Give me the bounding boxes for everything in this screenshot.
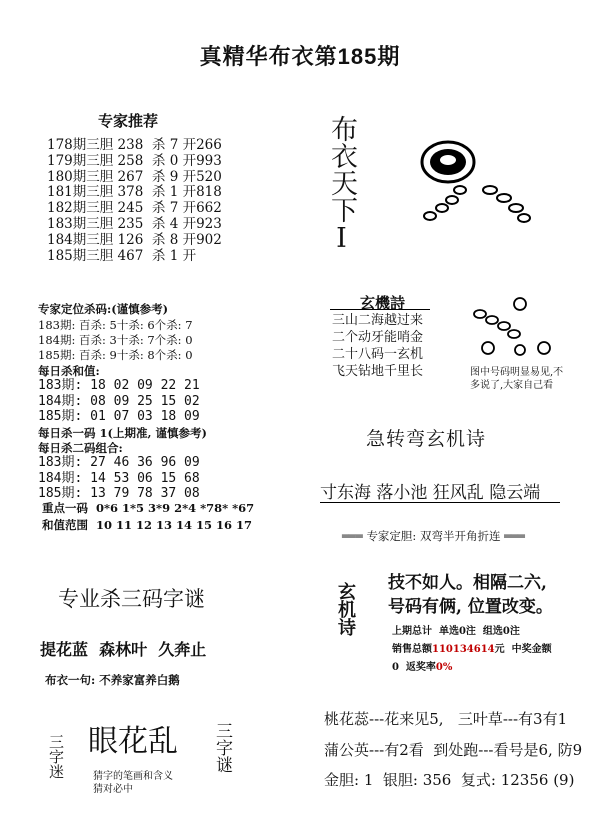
bottom-line-1: 桃花蕊---花来见5, 三叶草---有3有1 — [324, 710, 568, 728]
daily-sum-row: 184期: 08 09 25 15 02 — [38, 393, 200, 409]
poem1-heading: 玄機詩 — [360, 294, 406, 312]
expert-row: 183期三胆 235 杀 4 开923 — [47, 215, 222, 232]
expert-row: 182期三胆 245 杀 7 开662 — [47, 200, 222, 217]
riddle-line: 提花蓝 森林叶 久奔止 — [40, 640, 207, 659]
poem2-stat3 — [392, 658, 452, 673]
small-coins-illustration — [468, 294, 554, 360]
expert-heading: 专家推荐 — [98, 112, 159, 130]
expert-row: 185期三胆 467 杀 1 开 — [47, 247, 197, 264]
turn-underline — [320, 502, 560, 503]
daily-sum-rows — [38, 378, 200, 425]
poem2-stat2 — [392, 640, 552, 655]
title-tail: 期 — [377, 44, 401, 70]
riddle-heading: 专业杀三码字谜 — [58, 588, 205, 611]
daily-two-row: 184期: 14 53 06 15 68 — [38, 470, 200, 486]
expert-row: 181期三胆 378 杀 1 开818 — [47, 184, 222, 201]
expert-row: 184期三胆 126 杀 8 开902 — [47, 231, 222, 248]
riddle-hint: 猜字的笔画和含义猜对必中 — [93, 771, 173, 795]
bottom-line-3: 金胆: 1 银胆: 356 复式: 12356 (9) — [324, 771, 575, 789]
daily-sum-row: 183期: 18 02 09 22 21 — [38, 378, 200, 393]
return-value: 0% — [435, 662, 453, 673]
poem2-side-label: 玄机诗 — [335, 582, 356, 636]
position-kill-rows — [38, 318, 193, 363]
daily-one-code: 每日杀一码 1(上期准, 谨慎参考) — [38, 426, 207, 440]
sum-range-line: 和值范围 10 11 12 13 14 15 16 17 — [42, 518, 253, 532]
note-text: 图中号码明显易见,不多说了,大家自己看 — [470, 367, 564, 391]
poem1-line: 二十八码一玄机 — [332, 347, 424, 362]
poem1-lines — [332, 312, 423, 380]
title-main: 真精华布衣第 — [199, 44, 338, 70]
sales-tail: 元 中奖金额 — [494, 644, 552, 655]
poem2-line1: 技不如人。相隔二六, — [388, 573, 547, 593]
title-issue-number: 185 — [337, 44, 378, 69]
riddle-left-side: 三字迷 — [47, 734, 65, 779]
coin-chain-illustration — [400, 132, 550, 228]
expert-row: 179期三胆 258 杀 0 开993 — [47, 152, 222, 169]
position-kill-row: 184期: 百杀: 3十杀: 7个杀: 0 — [38, 333, 193, 347]
expert-gall-text: 专家定胆: 双弯半开角折连 — [366, 529, 501, 543]
daily-two-row: 183期: 27 46 36 96 09 — [38, 455, 200, 470]
page-title — [0, 40, 600, 71]
daily-two-row: 185期: 13 79 78 37 08 — [38, 486, 200, 501]
expert-gall: ═══ 专家定胆: 双弯半开角折连 ═══ — [342, 529, 525, 543]
poem2-line2: 号码有俩, 位置改变。 — [388, 597, 553, 617]
riddle-big-text: 眼花乱 — [88, 724, 178, 759]
daily-sum-heading: 每日杀和值: — [38, 364, 100, 378]
turn-line: 寸东海 落小池 狂风乱 隐云端 — [320, 483, 541, 503]
expert-row: 178期三胆 238 杀 7 开266 — [47, 137, 222, 153]
key-kill-line: 重点一码 0*6 1*5 3*9 2*4 *78* *67 — [42, 501, 255, 515]
poem2-stat1: 上期总计 单选0注 组选0注 — [392, 626, 520, 637]
sales-value: 110134614 — [432, 644, 495, 655]
sales-label: 销售总额 — [392, 644, 432, 655]
bottom-line-2: 蒲公英---有2看 到处跑---看号是6, 防9 — [324, 741, 583, 759]
riddle-right-side: 三字谜 — [212, 722, 232, 773]
position-kill-row: 183期: 百杀: 5十杀: 6个杀: 7 — [38, 318, 193, 332]
turn-heading: 急转弯玄机诗 — [366, 428, 487, 450]
poem1-divider — [330, 309, 430, 310]
daily-sum-row: 185期: 01 07 03 18 09 — [38, 409, 200, 424]
return-label: 0 返奖率 — [392, 662, 436, 673]
daily-two-rows — [38, 455, 200, 502]
poem1-line: 飞天钻地千里长 — [332, 364, 424, 379]
position-kill-row: 185期: 百杀: 9十杀: 8个杀: 0 — [38, 348, 193, 362]
right-vertical-title: 布衣天下I — [326, 115, 357, 254]
expert-rows — [47, 138, 222, 264]
riddle-sentence: 布衣一句: 不养家富养白鹅 — [45, 673, 180, 687]
daily-two-heading: 每日杀二码组合: — [38, 441, 123, 455]
position-kill-heading: 专家定位杀码:(谨慎参考) — [38, 302, 169, 316]
poem1-line: 三山二海越过来 — [332, 313, 424, 328]
expert-row: 180期三胆 267 杀 9 开520 — [47, 168, 222, 185]
poem1-line: 二个动牙能哨金 — [332, 330, 424, 345]
